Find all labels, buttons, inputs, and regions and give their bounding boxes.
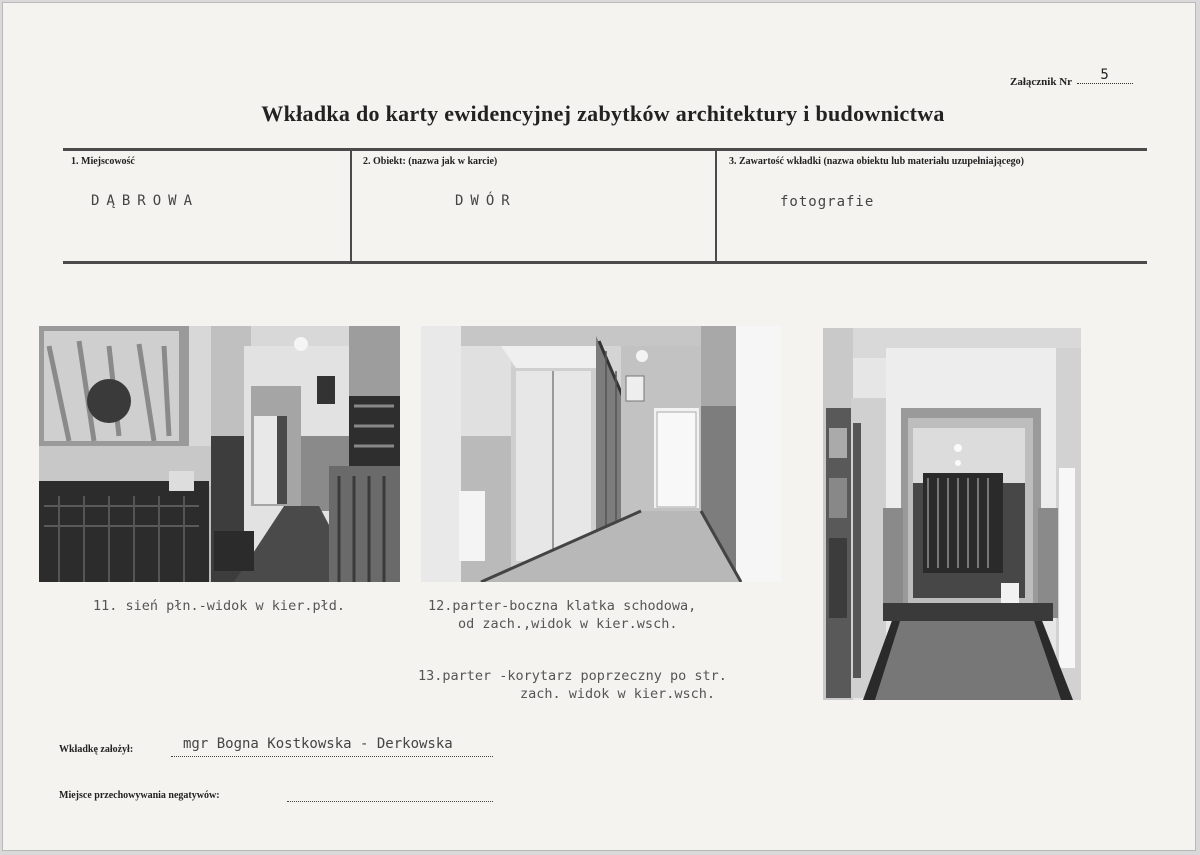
table-divider-2	[715, 150, 717, 262]
attachment-number	[1010, 67, 1133, 90]
caption-13-line-1: 13.parter -korytarz poprzeczny po str.	[418, 668, 727, 684]
field-value-object: DWÓR	[455, 193, 517, 209]
photo-corridor	[823, 328, 1081, 700]
caption-12-line-2: od zach.,widok w kier.wsch.	[458, 616, 678, 632]
field-value-locality: DĄBROWA	[91, 193, 200, 209]
caption-12-line-1: 12.parter-boczna klatka schodowa,	[428, 598, 697, 614]
table-bottom-rule	[63, 261, 1147, 264]
photo-hall	[39, 326, 400, 582]
page-title: Wkładka do karty ewidencyjnej zabytków architektury i budownictwa	[261, 101, 945, 126]
photo-staircase	[421, 326, 781, 582]
field-label-contents: 3. Zawartość wkładki (nazwa obiektu lub materiału uzupełniającego)	[729, 156, 1025, 167]
table-divider-1	[350, 150, 352, 262]
attachment-number-value: 5	[1077, 67, 1133, 84]
field-label-object: 2. Obiekt: (nazwa jak w karcie)	[363, 156, 498, 167]
attachment-label: Załącznik Nr	[1010, 76, 1072, 88]
author-value: mgr Bogna Kostkowska - Derkowska	[183, 736, 453, 752]
author-label: Wkładkę założył:	[59, 744, 134, 755]
negatives-storage-label: Miejsce przechowywania negatywów:	[59, 790, 220, 801]
author-dotted-line	[171, 755, 493, 757]
document-sheet	[2, 2, 1196, 851]
negatives-storage-dotted-line	[287, 800, 493, 802]
field-value-contents: fotografie	[780, 194, 875, 210]
caption-11: 11. sień płn.-widok w kier.płd.	[93, 598, 345, 614]
table-top-rule	[63, 148, 1147, 151]
field-label-locality: 1. Miejscowość	[71, 156, 135, 167]
caption-13-line-2: zach. widok w kier.wsch.	[520, 686, 716, 702]
